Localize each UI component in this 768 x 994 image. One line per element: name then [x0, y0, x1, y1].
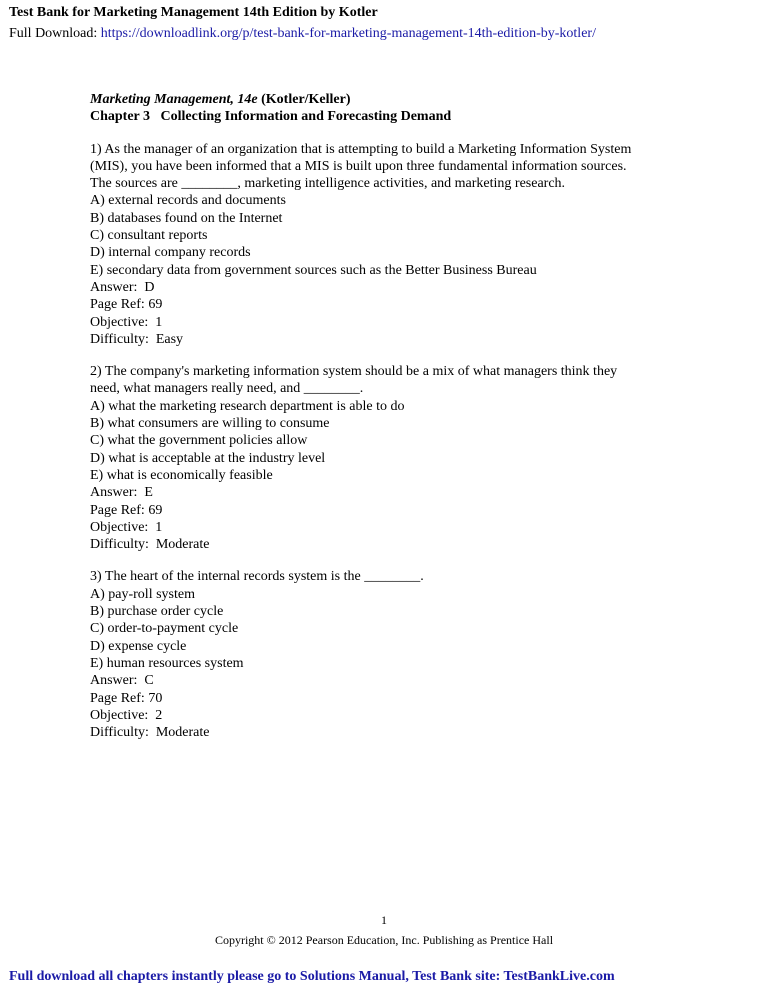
option-b: B) purchase order cycle — [90, 604, 224, 620]
question-stem-line: need, what managers really need, and ________. — [90, 381, 364, 397]
question-2 — [90, 363, 730, 553]
page-number: 1 — [381, 913, 387, 927]
difficulty: Difficulty: Moderate — [90, 537, 210, 553]
option-d: D) internal company records — [90, 245, 251, 261]
book-title-line — [90, 91, 730, 108]
copyright: Copyright © 2012 Pearson Education, Inc. Publishing as Prentice Hall — [214, 933, 554, 947]
answer-options — [90, 586, 730, 672]
book-title: Marketing Management, 14e — [90, 92, 258, 107]
question-stem-line: 3) The heart of the internal records system is the ________. — [90, 569, 424, 585]
question-stem-line: 1) As the manager of an organization that is attempting to build a Marketing Information System — [90, 141, 632, 157]
answer-options — [90, 398, 730, 484]
page-ref: Page Ref: 70 — [90, 690, 163, 706]
answer: Answer: C — [90, 673, 154, 689]
option-a: A) external records and documents — [90, 193, 286, 209]
objective: Objective: 2 — [90, 707, 163, 723]
question-meta — [90, 484, 730, 553]
option-d: D) expense cycle — [90, 638, 187, 654]
question-meta — [90, 672, 730, 741]
chapter-title: Chapter 3 Collecting Information and Forecasting Demand — [90, 109, 452, 125]
download-link[interactable]: https://downloadlink.org/p/test-bank-for-marketing-management-14th-edition-by-kotler/ — [100, 26, 596, 41]
download-label: Full Download: — [9, 26, 98, 41]
question-stem-line: 2) The company's marketing information system should be a mix of what managers think they — [90, 364, 618, 380]
bottom-download-note[interactable]: Full download all chapters instantly please go to Solutions Manual, Test Bank site: TestBankLive.com — [9, 969, 615, 984]
option-d: D) what is acceptable at the industry level — [90, 450, 326, 466]
question-3 — [90, 568, 730, 741]
objective: Objective: 1 — [90, 314, 163, 330]
option-a: A) what the marketing research department is able to do — [90, 398, 405, 414]
question-meta — [90, 279, 730, 348]
option-c: C) order-to-payment cycle — [90, 621, 239, 637]
page-ref: Page Ref: 69 — [90, 297, 163, 313]
answer-options — [90, 192, 730, 278]
download-line — [9, 26, 596, 42]
difficulty: Difficulty: Moderate — [90, 725, 210, 741]
option-e: E) human resources system — [90, 655, 244, 671]
answer: Answer: D — [90, 279, 155, 295]
objective: Objective: 1 — [90, 519, 163, 535]
answer: Answer: E — [90, 485, 153, 501]
book-authors: (Kotler/Keller) — [261, 92, 351, 107]
option-e: E) what is economically feasible — [90, 467, 273, 483]
document-header-title: Test Bank for Marketing Management 14th Edition by Kotler — [9, 5, 378, 20]
difficulty: Difficulty: Easy — [90, 331, 184, 347]
question-1 — [90, 141, 730, 349]
option-c: C) what the government policies allow — [90, 433, 308, 449]
option-e: E) secondary data from government sources such as the Better Business Bureau — [90, 262, 537, 278]
option-c: C) consultant reports — [90, 228, 208, 244]
option-b: B) what consumers are willing to consume — [90, 416, 330, 432]
page-ref: Page Ref: 69 — [90, 502, 163, 518]
option-a: A) pay-roll system — [90, 586, 195, 602]
option-b: B) databases found on the Internet — [90, 210, 283, 226]
question-stem-line: The sources are ________, marketing intelligence activities, and marketing research. — [90, 176, 566, 192]
question-stem-line: (MIS), you have been informed that a MIS is built upon three fundamental information sources. — [90, 158, 627, 174]
page-content — [90, 91, 730, 741]
